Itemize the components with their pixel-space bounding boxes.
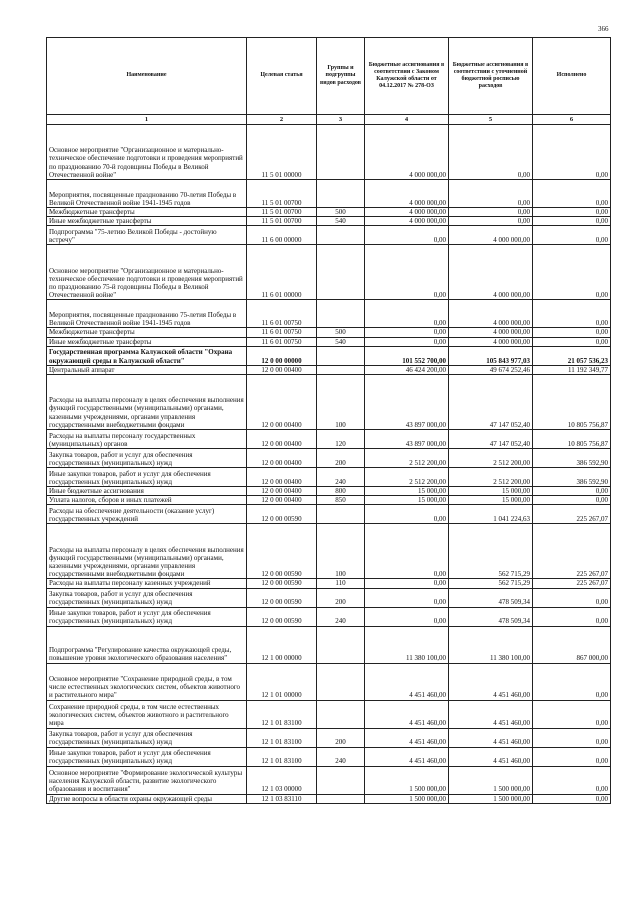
row-target-code: 12 1 01 83100 bbox=[247, 700, 317, 728]
row-group: 540 bbox=[317, 217, 365, 226]
column-number: 2 bbox=[247, 115, 317, 125]
column-number-row bbox=[47, 115, 611, 125]
row-name: Подпрограмма "75-летию Великой Победы - достойную встречу" bbox=[47, 226, 247, 245]
row-group bbox=[317, 125, 365, 180]
row-target-code: 12 0 00 00590 bbox=[247, 588, 317, 607]
row-target-code: 12 0 00 00590 bbox=[247, 505, 317, 524]
row-refined-amount: 4 451 460,00 bbox=[449, 747, 533, 766]
row-law-amount: 15 000,00 bbox=[365, 496, 449, 505]
row-executed-amount: 0,00 bbox=[533, 180, 611, 208]
table-row bbox=[47, 346, 611, 365]
table-row bbox=[47, 125, 611, 180]
row-executed-amount: 225 267,07 bbox=[533, 579, 611, 588]
row-group: 200 bbox=[317, 728, 365, 747]
row-name: Мероприятия, посвященные празднованию 75-летия Победы в Великой Отечественной войне 1941-1945 годов bbox=[47, 300, 247, 328]
row-executed-amount: 225 267,07 bbox=[533, 505, 611, 524]
row-name: Расходы на выплаты персоналу казенных учреждений bbox=[47, 579, 247, 588]
row-name: Центральный аппарат bbox=[47, 365, 247, 374]
row-group bbox=[317, 700, 365, 728]
row-law-amount: 0,00 bbox=[365, 524, 449, 579]
row-name: Межбюджетные трансферты bbox=[47, 328, 247, 337]
row-name: Межбюджетные трансферты bbox=[47, 208, 247, 217]
row-refined-amount: 562 715,29 bbox=[449, 524, 533, 579]
row-law-amount: 4 451 460,00 bbox=[365, 728, 449, 747]
row-law-amount: 101 552 700,00 bbox=[365, 346, 449, 365]
table-row bbox=[47, 626, 611, 663]
row-group bbox=[317, 794, 365, 803]
column-number: 6 bbox=[533, 115, 611, 125]
row-refined-amount: 0,00 bbox=[449, 125, 533, 180]
row-refined-amount: 4 000 000,00 bbox=[449, 226, 533, 245]
table-row bbox=[47, 217, 611, 226]
row-name: Закупка товаров, работ и услуг для обеспечения государственных (муниципальных) нужд bbox=[47, 448, 247, 467]
row-name: Иные закупки товаров, работ и услуг для обеспечения государственных (муниципальных) нужд bbox=[47, 747, 247, 766]
row-target-code: 12 1 01 83100 bbox=[247, 728, 317, 747]
row-name: Иные бюджетные ассигнования bbox=[47, 486, 247, 495]
row-refined-amount: 0,00 bbox=[449, 208, 533, 217]
row-group: 540 bbox=[317, 337, 365, 346]
row-group: 500 bbox=[317, 208, 365, 217]
row-name: Мероприятия, посвященные празднованию 70-летия Победы в Великой Отечественной войне 1941-1945 годов bbox=[47, 180, 247, 208]
row-name: Подпрограмма "Регулирование качества окружающей среды, повышение уровня экологического образования населения" bbox=[47, 626, 247, 663]
row-group: 240 bbox=[317, 607, 365, 626]
row-executed-amount: 0,00 bbox=[533, 766, 611, 794]
row-group bbox=[317, 245, 365, 300]
table-row bbox=[47, 180, 611, 208]
row-group bbox=[317, 626, 365, 663]
row-group bbox=[317, 180, 365, 208]
table-row bbox=[47, 588, 611, 607]
row-refined-amount: 4 451 460,00 bbox=[449, 700, 533, 728]
row-group: 200 bbox=[317, 588, 365, 607]
header-done: Исполнено bbox=[533, 38, 611, 115]
row-name: Иные закупки товаров, работ и услуг для обеспечения государственных (муниципальных) нужд bbox=[47, 607, 247, 626]
row-law-amount: 0,00 bbox=[365, 245, 449, 300]
row-law-amount: 43 897 000,00 bbox=[365, 429, 449, 448]
table-row bbox=[47, 365, 611, 374]
row-target-code: 11 5 01 00700 bbox=[247, 180, 317, 208]
column-number: 1 bbox=[47, 115, 247, 125]
row-refined-amount: 49 674 252,46 bbox=[449, 365, 533, 374]
table-row bbox=[47, 728, 611, 747]
row-law-amount: 15 000,00 bbox=[365, 486, 449, 495]
row-law-amount: 1 500 000,00 bbox=[365, 794, 449, 803]
row-refined-amount: 105 843 977,03 bbox=[449, 346, 533, 365]
table-row bbox=[47, 607, 611, 626]
row-group: 100 bbox=[317, 524, 365, 579]
table-row bbox=[47, 208, 611, 217]
row-target-code: 11 5 01 00000 bbox=[247, 125, 317, 180]
row-executed-amount: 0,00 bbox=[533, 337, 611, 346]
row-group: 100 bbox=[317, 374, 365, 429]
row-refined-amount: 2 512 200,00 bbox=[449, 448, 533, 467]
row-name: Расходы на выплаты персоналу в целях обеспечения выполнения функций государственными (муниципальными) органами, казенными учреждениями, органами управления государственными внебюджетными фондами bbox=[47, 524, 247, 579]
row-executed-amount: 0,00 bbox=[533, 794, 611, 803]
row-name: Основное мероприятие "Формирование экологической культуры населения Калужской области, развитие экологического образования и воспитания" bbox=[47, 766, 247, 794]
header-name: Наименование bbox=[47, 38, 247, 115]
row-refined-amount: 1 500 000,00 bbox=[449, 766, 533, 794]
row-target-code: 12 1 03 00000 bbox=[247, 766, 317, 794]
table-row bbox=[47, 663, 611, 700]
row-executed-amount: 0,00 bbox=[533, 226, 611, 245]
table-row bbox=[47, 226, 611, 245]
row-target-code: 11 5 01 00700 bbox=[247, 217, 317, 226]
table-row bbox=[47, 747, 611, 766]
row-group: 850 bbox=[317, 496, 365, 505]
table-row bbox=[47, 328, 611, 337]
row-law-amount: 1 500 000,00 bbox=[365, 766, 449, 794]
row-group: 240 bbox=[317, 747, 365, 766]
row-executed-amount: 867 000,00 bbox=[533, 626, 611, 663]
row-refined-amount: 4 451 460,00 bbox=[449, 728, 533, 747]
row-target-code: 12 0 00 00400 bbox=[247, 374, 317, 429]
row-group bbox=[317, 346, 365, 365]
row-target-code: 12 0 00 00590 bbox=[247, 579, 317, 588]
row-refined-amount: 4 451 460,00 bbox=[449, 663, 533, 700]
row-executed-amount: 0,00 bbox=[533, 700, 611, 728]
table-row bbox=[47, 496, 611, 505]
table-row bbox=[47, 524, 611, 579]
row-target-code: 12 1 00 00000 bbox=[247, 626, 317, 663]
row-refined-amount: 47 147 052,40 bbox=[449, 429, 533, 448]
row-executed-amount: 21 057 536,23 bbox=[533, 346, 611, 365]
row-executed-amount: 0,00 bbox=[533, 208, 611, 217]
header-law: Бюджетные ассигнования в соответствии с Законом Калужской области от 04.12.2017 № 278-ОЗ bbox=[365, 38, 449, 115]
header-group: Группы и подгруппы видов расходов bbox=[317, 38, 365, 115]
row-group bbox=[317, 766, 365, 794]
row-law-amount: 4 000 000,00 bbox=[365, 208, 449, 217]
row-executed-amount: 0,00 bbox=[533, 125, 611, 180]
row-group: 240 bbox=[317, 467, 365, 486]
row-refined-amount: 562 715,29 bbox=[449, 579, 533, 588]
row-executed-amount: 0,00 bbox=[533, 496, 611, 505]
row-name: Основное мероприятие "Сохранение природной среды, в том числе естественных экологических систем, объектов животного и растительного мира" bbox=[47, 663, 247, 700]
row-refined-amount: 1 041 224,63 bbox=[449, 505, 533, 524]
row-executed-amount: 386 592,90 bbox=[533, 448, 611, 467]
row-name: Государственная программа Калужской области "Охрана окружающей среды в Калужской области" bbox=[47, 346, 247, 365]
row-refined-amount: 0,00 bbox=[449, 180, 533, 208]
row-name: Расходы на выплаты персоналу государственных (муниципальных) органов bbox=[47, 429, 247, 448]
row-refined-amount: 47 147 052,40 bbox=[449, 374, 533, 429]
row-name: Закупка товаров, работ и услуг для обеспечения государственных (муниципальных) нужд bbox=[47, 588, 247, 607]
row-law-amount: 0,00 bbox=[365, 328, 449, 337]
row-law-amount: 11 380 100,00 bbox=[365, 626, 449, 663]
row-executed-amount: 0,00 bbox=[533, 663, 611, 700]
row-target-code: 12 0 00 00400 bbox=[247, 496, 317, 505]
table-row bbox=[47, 448, 611, 467]
row-refined-amount: 15 000,00 bbox=[449, 486, 533, 495]
header-refined: Бюджетные ассигнования в соответствии с уточненной бюджетной росписью расходов bbox=[449, 38, 533, 115]
table-row bbox=[47, 374, 611, 429]
table-row bbox=[47, 700, 611, 728]
row-executed-amount: 10 805 756,87 bbox=[533, 374, 611, 429]
row-target-code: 12 1 03 83110 bbox=[247, 794, 317, 803]
table-row bbox=[47, 467, 611, 486]
row-target-code: 12 0 00 00400 bbox=[247, 365, 317, 374]
row-target-code: 12 1 01 00000 bbox=[247, 663, 317, 700]
row-law-amount: 0,00 bbox=[365, 505, 449, 524]
row-name: Закупка товаров, работ и услуг для обеспечения государственных (муниципальных) нужд bbox=[47, 728, 247, 747]
row-name: Иные закупки товаров, работ и услуг для обеспечения государственных (муниципальных) нужд bbox=[47, 467, 247, 486]
row-law-amount: 0,00 bbox=[365, 579, 449, 588]
row-name: Иные межбюджетные трансферты bbox=[47, 337, 247, 346]
column-number: 4 bbox=[365, 115, 449, 125]
table-row bbox=[47, 245, 611, 300]
row-executed-amount: 225 267,07 bbox=[533, 524, 611, 579]
table-row bbox=[47, 766, 611, 794]
row-executed-amount: 11 192 349,77 bbox=[533, 365, 611, 374]
row-executed-amount: 0,00 bbox=[533, 588, 611, 607]
row-target-code: 12 0 00 00400 bbox=[247, 467, 317, 486]
row-group bbox=[317, 300, 365, 328]
row-name: Расходы на обеспечение деятельности (оказание услуг) государственных учреждений bbox=[47, 505, 247, 524]
row-executed-amount: 0,00 bbox=[533, 217, 611, 226]
row-refined-amount: 2 512 200,00 bbox=[449, 467, 533, 486]
row-law-amount: 0,00 bbox=[365, 300, 449, 328]
row-target-code: 11 6 01 00750 bbox=[247, 337, 317, 346]
row-law-amount: 4 000 000,00 bbox=[365, 180, 449, 208]
row-executed-amount: 0,00 bbox=[533, 300, 611, 328]
row-target-code: 11 6 01 00750 bbox=[247, 300, 317, 328]
row-law-amount: 4 451 460,00 bbox=[365, 663, 449, 700]
row-law-amount: 46 424 200,00 bbox=[365, 365, 449, 374]
header-row bbox=[47, 38, 611, 115]
row-target-code: 12 1 01 83100 bbox=[247, 747, 317, 766]
row-law-amount: 2 512 200,00 bbox=[365, 467, 449, 486]
row-refined-amount: 4 000 000,00 bbox=[449, 300, 533, 328]
row-target-code: 11 5 01 00700 bbox=[247, 208, 317, 217]
row-group bbox=[317, 663, 365, 700]
row-group: 110 bbox=[317, 579, 365, 588]
row-name: Иные межбюджетные трансферты bbox=[47, 217, 247, 226]
table-row bbox=[47, 486, 611, 495]
row-refined-amount: 4 000 000,00 bbox=[449, 337, 533, 346]
row-law-amount: 43 897 000,00 bbox=[365, 374, 449, 429]
row-executed-amount: 10 805 756,87 bbox=[533, 429, 611, 448]
row-target-code: 12 0 00 00400 bbox=[247, 486, 317, 495]
row-executed-amount: 386 592,90 bbox=[533, 467, 611, 486]
page-number: 366 bbox=[598, 25, 609, 33]
row-refined-amount: 478 509,34 bbox=[449, 588, 533, 607]
row-target-code: 11 6 00 00000 bbox=[247, 226, 317, 245]
row-target-code: 12 0 00 00400 bbox=[247, 429, 317, 448]
row-refined-amount: 0,00 bbox=[449, 217, 533, 226]
row-name: Сохранение природной среды, в том числе естественных экологических систем, объектов животного и растительного мира bbox=[47, 700, 247, 728]
column-number: 5 bbox=[449, 115, 533, 125]
row-target-code: 12 0 00 00000 bbox=[247, 346, 317, 365]
table-row bbox=[47, 337, 611, 346]
row-name: Основное мероприятие "Организационное и материально-техническое обеспечение подготовки и проведения мероприятий по празднованию 70-й годовщины Победы в Великой Отечественной войне" bbox=[47, 125, 247, 180]
row-group bbox=[317, 505, 365, 524]
row-law-amount: 2 512 200,00 bbox=[365, 448, 449, 467]
budget-table bbox=[46, 37, 611, 804]
row-refined-amount: 4 000 000,00 bbox=[449, 245, 533, 300]
row-target-code: 12 0 00 00590 bbox=[247, 607, 317, 626]
row-law-amount: 0,00 bbox=[365, 337, 449, 346]
row-law-amount: 4 000 000,00 bbox=[365, 217, 449, 226]
row-law-amount: 4 000 000,00 bbox=[365, 125, 449, 180]
row-group bbox=[317, 226, 365, 245]
row-law-amount: 4 451 460,00 bbox=[365, 700, 449, 728]
table-row bbox=[47, 794, 611, 803]
row-refined-amount: 4 000 000,00 bbox=[449, 328, 533, 337]
row-name: Другие вопросы в области охраны окружающей среды bbox=[47, 794, 247, 803]
header-target: Целевая статья bbox=[247, 38, 317, 115]
row-group: 200 bbox=[317, 448, 365, 467]
column-number: 3 bbox=[317, 115, 365, 125]
row-executed-amount: 0,00 bbox=[533, 245, 611, 300]
row-target-code: 11 6 01 00750 bbox=[247, 328, 317, 337]
row-executed-amount: 0,00 bbox=[533, 747, 611, 766]
row-executed-amount: 0,00 bbox=[533, 728, 611, 747]
row-group: 800 bbox=[317, 486, 365, 495]
row-executed-amount: 0,00 bbox=[533, 486, 611, 495]
table-row bbox=[47, 579, 611, 588]
row-law-amount: 0,00 bbox=[365, 607, 449, 626]
row-refined-amount: 15 000,00 bbox=[449, 496, 533, 505]
row-target-code: 12 0 00 00590 bbox=[247, 524, 317, 579]
row-refined-amount: 11 380 100,00 bbox=[449, 626, 533, 663]
row-group bbox=[317, 365, 365, 374]
row-refined-amount: 478 509,34 bbox=[449, 607, 533, 626]
row-target-code: 12 0 00 00400 bbox=[247, 448, 317, 467]
row-group: 500 bbox=[317, 328, 365, 337]
row-law-amount: 0,00 bbox=[365, 226, 449, 245]
row-name: Расходы на выплаты персоналу в целях обеспечения выполнения функций государственными (муниципальными) органами, казенными учреждениями, органами управления государственными внебюджетными фондами bbox=[47, 374, 247, 429]
table-body bbox=[47, 125, 611, 804]
table-row bbox=[47, 429, 611, 448]
row-executed-amount: 0,00 bbox=[533, 607, 611, 626]
row-executed-amount: 0,00 bbox=[533, 328, 611, 337]
row-target-code: 11 6 01 00000 bbox=[247, 245, 317, 300]
row-name: Основное мероприятие "Организационное и материально-техническое обеспечение подготовки и проведения мероприятий по празднованию 75-й годовщины Победы в Великой Отечественной войне" bbox=[47, 245, 247, 300]
row-refined-amount: 1 500 000,00 bbox=[449, 794, 533, 803]
row-law-amount: 0,00 bbox=[365, 588, 449, 607]
row-name: Уплата налогов, сборов и иных платежей bbox=[47, 496, 247, 505]
table-row bbox=[47, 505, 611, 524]
row-law-amount: 4 451 460,00 bbox=[365, 747, 449, 766]
table-row bbox=[47, 300, 611, 328]
row-group: 120 bbox=[317, 429, 365, 448]
